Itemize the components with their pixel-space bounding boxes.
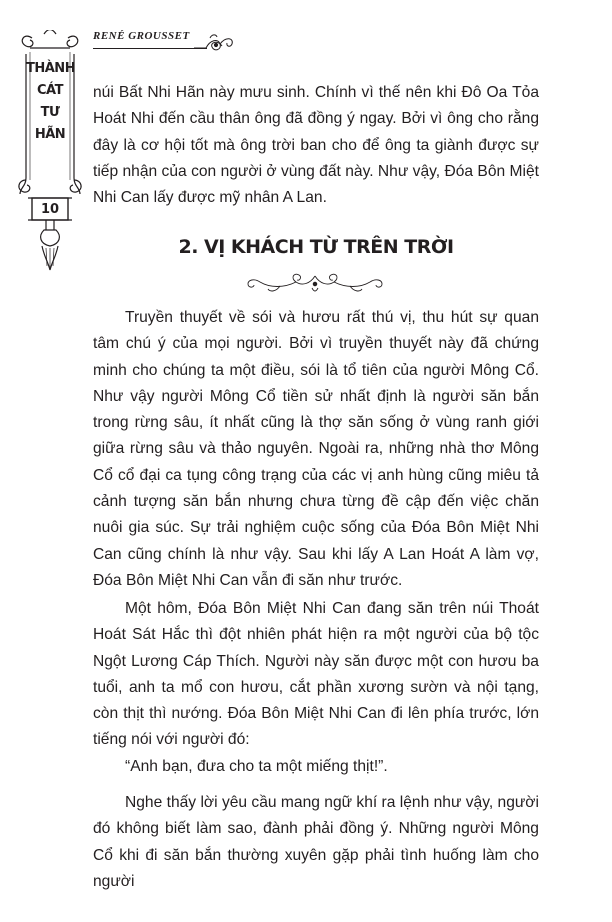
page-number: 10 (40, 202, 60, 217)
running-header-author: RENÉ GROUSSET (93, 30, 190, 42)
paragraph: núi Bất Nhi Hãn này mưu sinh. Chính vì thế nên khi Đô Oa Tỏa Hoát Nhi đến cầu thân ông đã đồng ý ngay. Bởi vì ông cho rằng đây là cơ hội tốt mà ông trời ban cho để ông ta giành được sự tiếp nhận của con người ở vùng đất này. Như vậy, Đóa Bôn Miệt Nhi Can lấy được mỹ nhân A Lan. (93, 84, 539, 207)
quote: “Anh bạn, đưa cho ta một miếng thịt!”. (125, 758, 388, 775)
paragraph: Nghe thấy lời yêu cầu mang ngữ khí ra lệnh như vậy, người đó không biết làm sao, đành phải đồng ý. Những người Mông Cổ khi đi săn bắn thường xuyên gặp phải tình huống làm cho người (93, 794, 539, 890)
section-title: 2. VỊ KHÁCH TỪ TRÊN TRỜI (178, 236, 454, 258)
book-title-line: CÁT (37, 83, 63, 98)
book-title-vertical (26, 58, 74, 146)
book-title-line: THÀNH (26, 61, 76, 76)
paragraph: Một hôm, Đóa Bôn Miệt Nhi Can đang săn trên núi Thoát Hoát Sát Hắc thì đột nhiên phát hiện ra một người của bộ tộc Ngột Lương Cáp Thích. Người này săn được một con hươu ba tuổi, anh ta mổ con hươu, cắt phần xương sườn và nội tạng, còn thịt thì nướng. Đóa Bôn Miệt Nhi Can đi lên phía trước, lớn tiếng nói với người đó: (93, 600, 539, 749)
header-flourish-icon (190, 30, 240, 54)
book-title-line: TƯ (40, 105, 60, 120)
paragraph: Truyền thuyết về sói và hươu rất thú vị, thu hút sự quan tâm chú ý của mọi người. Bởi vì truyền thuyết này đã chứng minh cho chúng ta một điều, sói là tổ tiên của người Mông Cổ. Như vậy người Mông Cổ tiền sử nhất định là người săn bắn trong rừng sâu, ít nhất cũng là thợ săn sống ở vùng ranh giới giữa rừng sâu và thảo nguyên. Ngoài ra, những nhà thơ Mông Cổ cổ đại ca tụng công trạng của các vị anh hùng cũng miêu tả cảnh tượng săn bắn nhưng chưa từng đề cập đến việc chăn nuôi gia súc. Sự trải nghiệm cuộc sống của Đóa Bôn Miệt Nhi Can cũng chính là như vậy. Sau khi lấy A Lan Hoát A làm vợ, Đóa Bôn Miệt Nhi Can vẫn đi săn như trước. (93, 309, 539, 589)
book-title-line: HÃN (34, 127, 66, 142)
title-flourish-icon (240, 270, 390, 294)
